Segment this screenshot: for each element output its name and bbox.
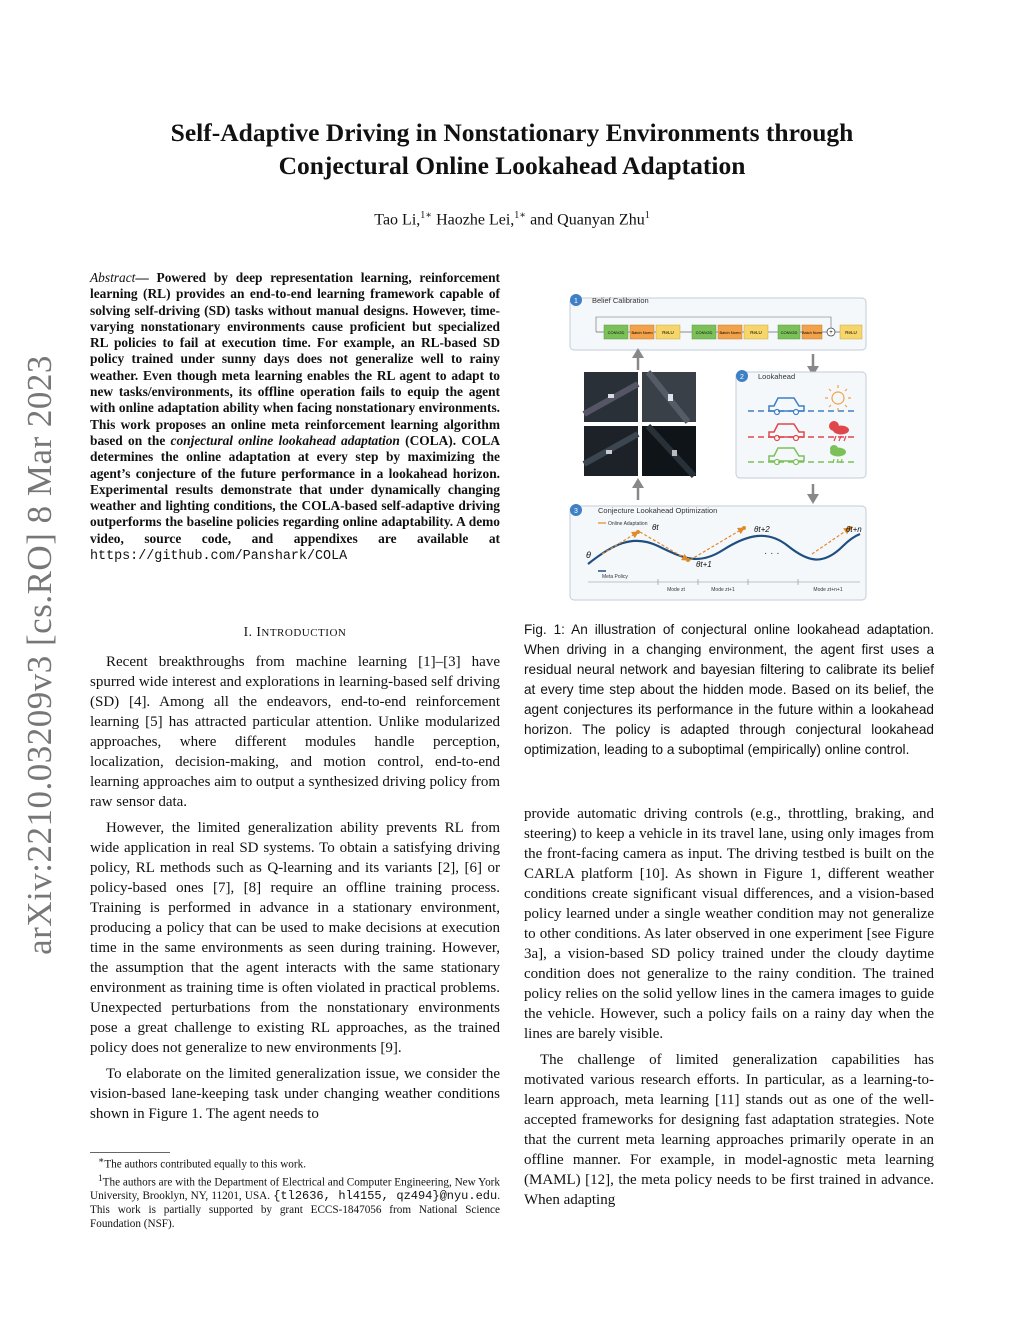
author-3: and Quanyan Zhu (530, 211, 645, 229)
paper-title (100, 116, 924, 182)
abstract-label: Abstract (90, 270, 136, 285)
legend-meta-policy: Meta Policy (602, 574, 628, 580)
svg-text:+: + (829, 330, 833, 336)
belief-calibration-label: Belief Calibration (592, 296, 649, 305)
lookahead-label: Lookahead (758, 372, 796, 381)
abstract-italic: conjectural online lookahead adaptation (170, 432, 400, 448)
footnote-1-mark: ∗ (98, 1156, 105, 1166)
right-column-body (524, 804, 934, 1216)
footnote-2-mark: 1 (98, 1173, 103, 1184)
theta-t-label: θt (652, 523, 659, 532)
paragraph: However, the limited generalization ability prevents RL from wide application in real SD systems. To obtain a satisfying driving policy, RL methods such as Q-learning and its variants [2], [6] or policy-based ones [7], [8] require an offline training process. Training is performed in advance in a stationary environment, producing a policy that can be used to make decisions at execution time in the same environments as seen during training. However, the assumption that the agent interacts with the same stationary environment as training time is often violated in practical problems. Unexpected perturbations from the nonstationary environments pose a great challenge to existing RL approaches, as the trained policy does not generalize to new environments [9]. (90, 820, 500, 1056)
layer-label: Batch Norm (801, 331, 823, 335)
belief-calibration-panel (570, 294, 866, 350)
mode-label: Mode zt+n+1 (813, 587, 843, 593)
theta-t2-label: θt+2 (754, 525, 770, 534)
layer-label: CONV2D (695, 330, 713, 335)
theta-label: θ (586, 550, 591, 560)
ellipsis: · · · (764, 548, 780, 559)
layer-label: CONV2D (607, 330, 625, 335)
theta-tn-label: θt+n (846, 525, 862, 534)
author-1-affil: 1∗ (420, 210, 433, 221)
footnote-emails: {tl2636, hl4155, qz494}@nyu.edu (273, 1189, 498, 1204)
section-first-letter: I (256, 624, 262, 639)
abstract-dash: — (135, 270, 157, 285)
optimization-panel (570, 504, 866, 600)
paragraph: To elaborate on the limited generalization issue, we consider the vision-based lane-keeping task under changing weather conditions shown in Figure 1. The agent needs to (90, 1066, 500, 1122)
author-2: Haozhe Lei, (436, 211, 515, 229)
layer-label: ReLU (750, 330, 762, 335)
lookahead-panel (736, 370, 866, 478)
footnote-2 (90, 1172, 500, 1232)
svg-text:1: 1 (574, 298, 578, 305)
paragraph: The challenge of limited generalization capabilities has motivated various research efforts. In particular, as a learning-to-learn approach, meta learning [11] stands out as one of the well-accepted frameworks for designing fast adaptation strategies. Note that the current meta learning approaches primarily operate in an offline manner. For example, in model-agnostic meta learning (MAML) [12], the meta policy needs to be first trained in advance. When adapting (524, 1052, 934, 1208)
repo-link[interactable]: https://github.com/Panshark/COLA (90, 549, 348, 565)
section-heading (90, 624, 500, 640)
arxiv-stamp (10, 340, 70, 970)
layer-label: ReLU (662, 330, 674, 335)
figure-1-diagram (568, 284, 868, 602)
camera-images (584, 372, 696, 476)
layer-label: Batch Norm (631, 330, 653, 335)
svg-text:3: 3 (574, 508, 578, 515)
layer-label: ReLU (845, 330, 857, 335)
section-number: I. (243, 624, 253, 639)
title-line-2: Conjectural Online Lookahead Adaptation (278, 151, 746, 180)
footnote-2-text-a: The authors are with the Department of Electrical and Computer Engineering, New York University, Brooklyn, NY, 11201, USA. (90, 1176, 500, 1203)
footnote-rule (90, 1152, 170, 1153)
footnote-1-text: The authors contributed equally to this work. (104, 1158, 306, 1171)
optimization-label: Conjecture Lookahead Optimization (598, 506, 718, 515)
svg-text:2: 2 (740, 374, 744, 381)
theta-t1-label: θt+1 (696, 560, 712, 569)
figure-1 (568, 284, 868, 602)
mode-label: Mode zt+1 (711, 587, 735, 593)
author-3-affil: 1 (644, 210, 650, 221)
abstract-text-1: Powered by deep representation learning, reinforcement learning (RL) provides an end-to-end learning framework capable of solving self-driving (SD) tasks without manual designs. However, time-varying nonstationary environments cause proficient but specialized RL policies to fail at execution time. For example, an RL-based SD policy trained under sunny days does not generalize well to rainy weather. Even though meta learning enables the RL agent to adapt to new tasks/environments, its offline operation fails to equip the agent with online adaptation ability when facing nonstationary environments. This work proposes an online meta reinforcement learning algorithm based on the (90, 270, 500, 448)
footnote-1 (90, 1154, 500, 1172)
mode-label: Mode zt (667, 587, 685, 593)
layer-label: CONV2D (780, 330, 798, 335)
abstract (90, 270, 500, 565)
abstract-text-2: (COLA). COLA determines the online adaptation at every step by maximizing the agent’s conjecture of the future performance in a lookahead horizon. Experimental results demonstrate that under dynamically changing weather and lighting conditions, the COLA-based self-adaptive driving outperforms the baseline policies regarding online adaptability. A demo video, source code, and appendixes are available at (90, 432, 501, 546)
arxiv-id: arXiv:2210.03209v3 [cs.RO] 8 Mar 2023 (20, 355, 59, 955)
paragraph: provide automatic driving controls (e.g., throttling, braking, and steering) to keep a vehicle in its travel lane, using only images from the front-facing camera as input. The driving testbed is built on the CARLA platform [10]. As shown in Figure 1, different weather conditions create significant visual differences, and a vision-based policy learned under a single weather condition may not generalize to other conditions. As later observed in one experiment [see Figure 3a], a vision-based SD policy trained under the cloudy daytime condition does not generalize to the rainy condition. The trained policy relies on the solid yellow lines in the camera images to guide the vehicle. However, such a policy fails on a rainy day when the lines are barely visible. (524, 806, 934, 1042)
author-1: Tao Li, (374, 211, 421, 229)
left-column-body (90, 652, 500, 1130)
author-list (100, 210, 924, 229)
figure-caption: Fig. 1: An illustration of conjectural online lookahead adaptation. When driving in a changing environment, the agent first uses a residual neural network and bayesian filtering to calibrate its belief at every time step about the hidden mode. Based on its belief, the agent conjectures its performance in the future within a lookahead horizon. The policy is adapted through conjectural lookahead optimization, leading to a suboptimal (empirically) online control. (524, 622, 934, 757)
paragraph: Recent breakthroughs from machine learning [1]–[3] have spurred wide interest and explorations in learning-based self driving (SD) [4]. Among all the endeavors, end-to-end reinforcement learning [5] has attracted particular attention. Unlike modularized approaches, where different modules handle perception, localization, decision-making, and motion control, end-to-end learning approaches aim to output a synthesized driving policy from raw sensor data. (90, 654, 500, 810)
title-line-1: Self-Adaptive Driving in Nonstationary Environments through (170, 118, 854, 147)
section-rest: NTRODUCTION (261, 627, 347, 639)
legend-online-adaptation: Online Adaptation (608, 521, 648, 527)
layer-label: Batch Norm (719, 330, 741, 335)
footnotes (90, 1154, 500, 1231)
footnote-2-text-b: . This work is partially supported by grant ECCS-1847056 from National Science Foundation (NSF). (90, 1190, 500, 1231)
author-2-affil: 1∗ (514, 210, 527, 221)
